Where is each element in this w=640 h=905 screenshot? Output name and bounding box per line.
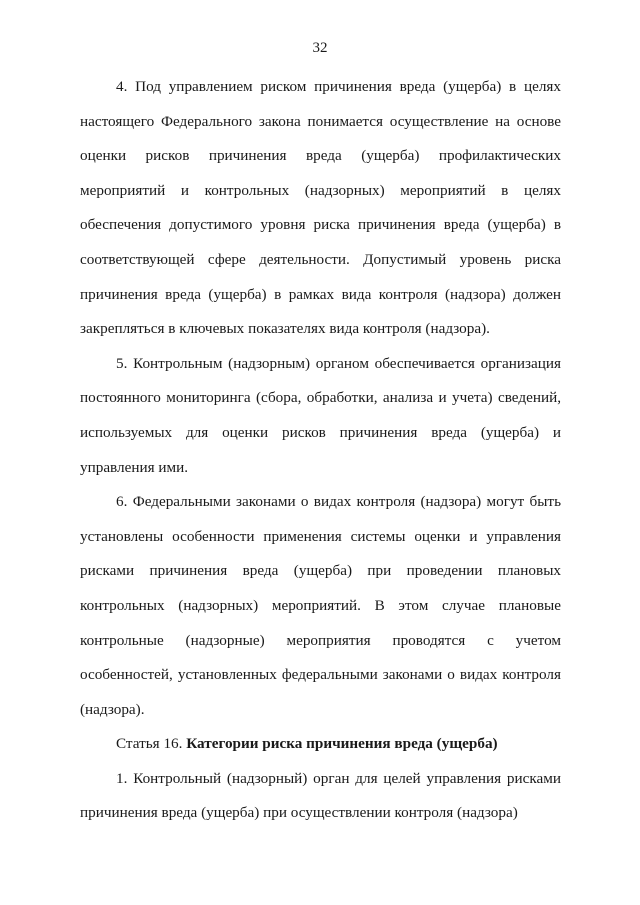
page-number: 32: [312, 40, 328, 56]
paragraph-6: 6. Федеральными законами о видах контроля (надзора) могут быть установлены особенности применения системы оценки и управления рисками причинения вреда (ущерба) при проведении плановых контрольных (надзорных) мероприятий. В этом случае плановые контрольные (надзорные) мероприятия проводятся с учетом особенностей, установленных федеральными законами о видах контроля (надзора).: [80, 493, 561, 718]
article-paragraph-1: 1. Контрольный (надзорный) орган для целей управления рисками причинения вреда (ущерба) при осуществлении контроля (надзора): [80, 769, 561, 822]
document-body: [80, 70, 561, 831]
paragraph-4: 4. Под управлением риском причинения вреда (ущерба) в целях настоящего Федерального закона понимается осуществление на основе оценки рисков причинения вреда (ущерба) профилактических мероприятий и контрольных (надзорных) мероприятий в целях обеспечения допустимого уровня риска причинения вреда (ущерба) в соответствующей сфере деятельности. Допустимый уровень риска причинения вреда (ущерба) в рамках вида контроля (надзора) должен закрепляться в ключевых показателях вида контроля (надзора).: [80, 78, 561, 338]
article-heading: [80, 727, 561, 762]
article-title: Категории риска причинения вреда (ущерба): [186, 735, 498, 753]
paragraph-5: 5. Контрольным (надзорным) органом обеспечивается организация постоянного мониторинга (сбора, обработки, анализа и учета) сведений, используемых для оценки рисков причинения вреда (ущерба) и управления ими.: [80, 354, 561, 476]
article-label: Статья 16.: [116, 735, 183, 753]
